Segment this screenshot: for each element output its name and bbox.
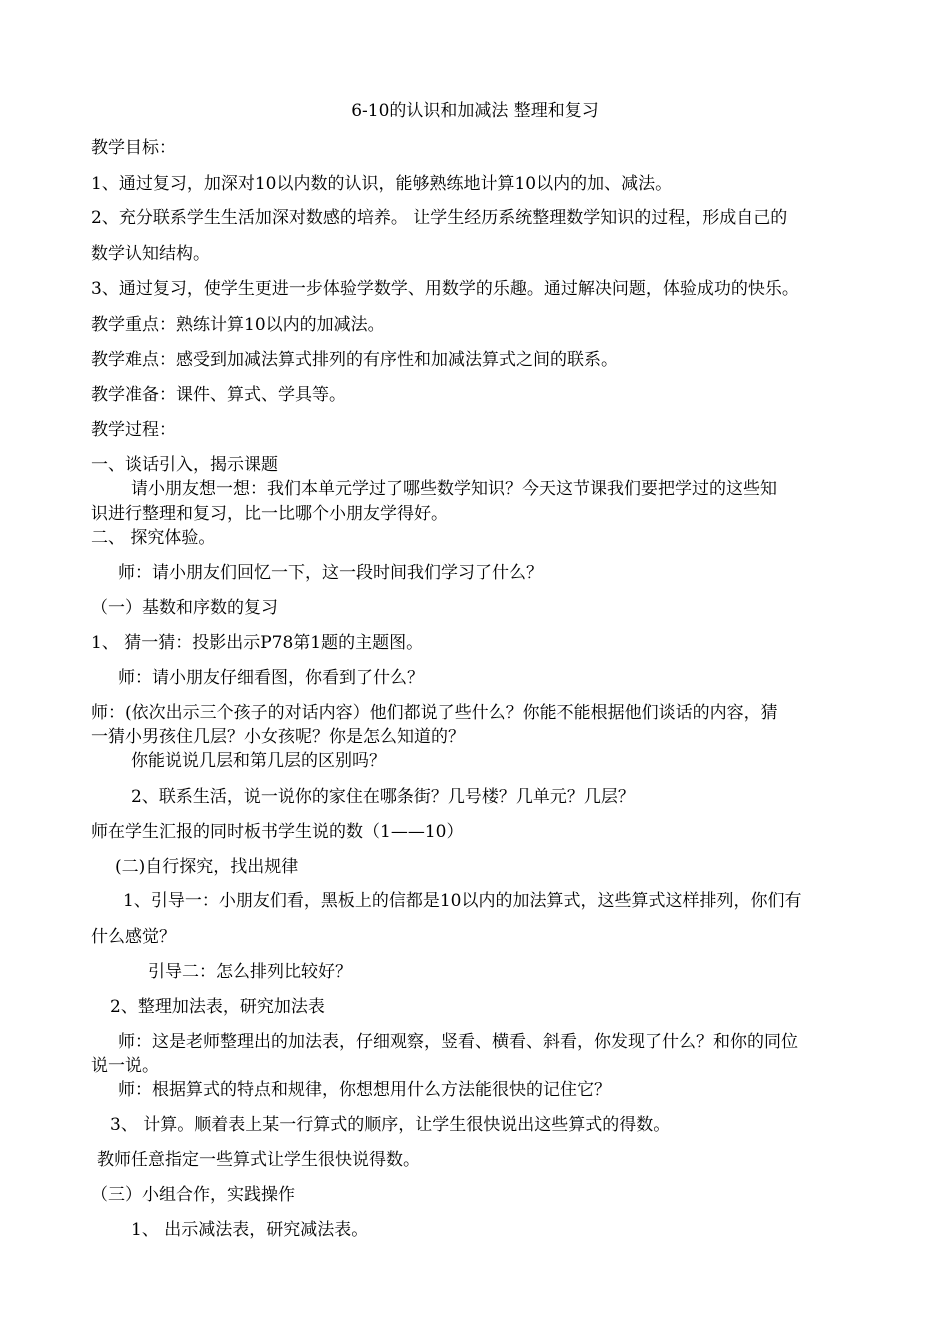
paragraph-line: 师：请小朋友仔细看图，你看到了什么？ bbox=[118, 668, 424, 688]
key-point: 教学重点：熟练计算10以内的加减法。 bbox=[91, 315, 385, 335]
paragraph-line: 一猜小男孩住几层？小女孩呢？你是怎么知道的？ bbox=[91, 727, 465, 747]
step-1-heading: 一、谈话引入，揭示课题 bbox=[91, 455, 278, 475]
preparation: 教学准备：课件、算式、学具等。 bbox=[91, 385, 346, 405]
paragraph-line: 师：根据算式的特点和规律，你想想用什么方法能很快的记住它？ bbox=[118, 1080, 611, 1100]
paragraph-line: 师：请小朋友们回忆一下，这一段时间我们学习了什么？ bbox=[118, 563, 543, 583]
subsection-heading: （一）基数和序数的复习 bbox=[91, 598, 278, 618]
paragraph-line: 师：这是老师整理出的加法表，仔细观察，竖看、横看、斜看，你发现了什么？和你的同位 bbox=[118, 1032, 798, 1052]
paragraph-line: 你能说说几层和第几层的区别吗？ bbox=[131, 751, 386, 771]
subsection-heading: (二)自行探究，找出规律 bbox=[115, 857, 299, 877]
objective-2-cont: 数学认知结构。 bbox=[91, 244, 210, 264]
document-title: 6-10的认识和加减法 整理和复习 bbox=[351, 101, 599, 121]
list-item: 2、整理加法表，研究加法表 bbox=[110, 997, 325, 1017]
paragraph-line: 识进行整理和复习，比一比哪个小朋友学得好。 bbox=[91, 504, 448, 524]
objective-1: 1、通过复习，加深对10以内数的认识，能够熟练地计算10以内的加、减法。 bbox=[91, 174, 673, 194]
step-2-heading: 二、 探究体验。 bbox=[91, 528, 216, 548]
objective-3: 3、通过复习，使学生更进一步体验学数学、用数学的乐趣。通过解决问题，体验成功的快乐。 bbox=[91, 279, 799, 299]
list-item: 1、引导一：小朋友们看，黑板上的信都是10以内的加法算式，这些算式这样排列，你们有 bbox=[123, 891, 802, 911]
paragraph-line: 引导二：怎么排列比较好？ bbox=[148, 962, 352, 982]
paragraph-line: 师在学生汇报的同时板书学生说的数（1——10） bbox=[91, 822, 464, 842]
paragraph-line: 说一说。 bbox=[91, 1056, 159, 1076]
list-item: 2、联系生活，说一说你的家住在哪条街？几号楼？几单元？几层？ bbox=[131, 787, 635, 807]
section-heading-objectives: 教学目标： bbox=[91, 138, 176, 158]
difficult-point: 教学难点：感受到加减法算式排列的有序性和加减法算式之间的联系。 bbox=[91, 350, 618, 370]
section-heading-process: 教学过程： bbox=[91, 420, 176, 440]
list-item: 1、 出示减法表，研究减法表。 bbox=[131, 1220, 369, 1240]
paragraph-line: 师：(依次出示三个孩子的对话内容）他们都说了些什么？你能不能根据他们谈话的内容，猜 bbox=[91, 703, 778, 723]
list-item: 1、 猜一猜：投影出示P78第1题的主题图。 bbox=[91, 633, 424, 653]
paragraph-line: 教师任意指定一些算式让学生很快说得数。 bbox=[97, 1150, 420, 1170]
paragraph-line: 请小朋友想一想：我们本单元学过了哪些数学知识？今天这节课我们要把学过的这些知 bbox=[131, 479, 777, 499]
list-item: 3、 计算。顺着表上某一行算式的顺序，让学生很快说出这些算式的得数。 bbox=[110, 1115, 671, 1135]
paragraph-line: 什么感觉？ bbox=[91, 927, 176, 947]
objective-2: 2、充分联系学生生活加深对数感的培养。 让学生经历系统整理数学知识的过程，形成自己的 bbox=[91, 208, 788, 228]
subsection-heading: （三）小组合作，实践操作 bbox=[91, 1185, 295, 1205]
